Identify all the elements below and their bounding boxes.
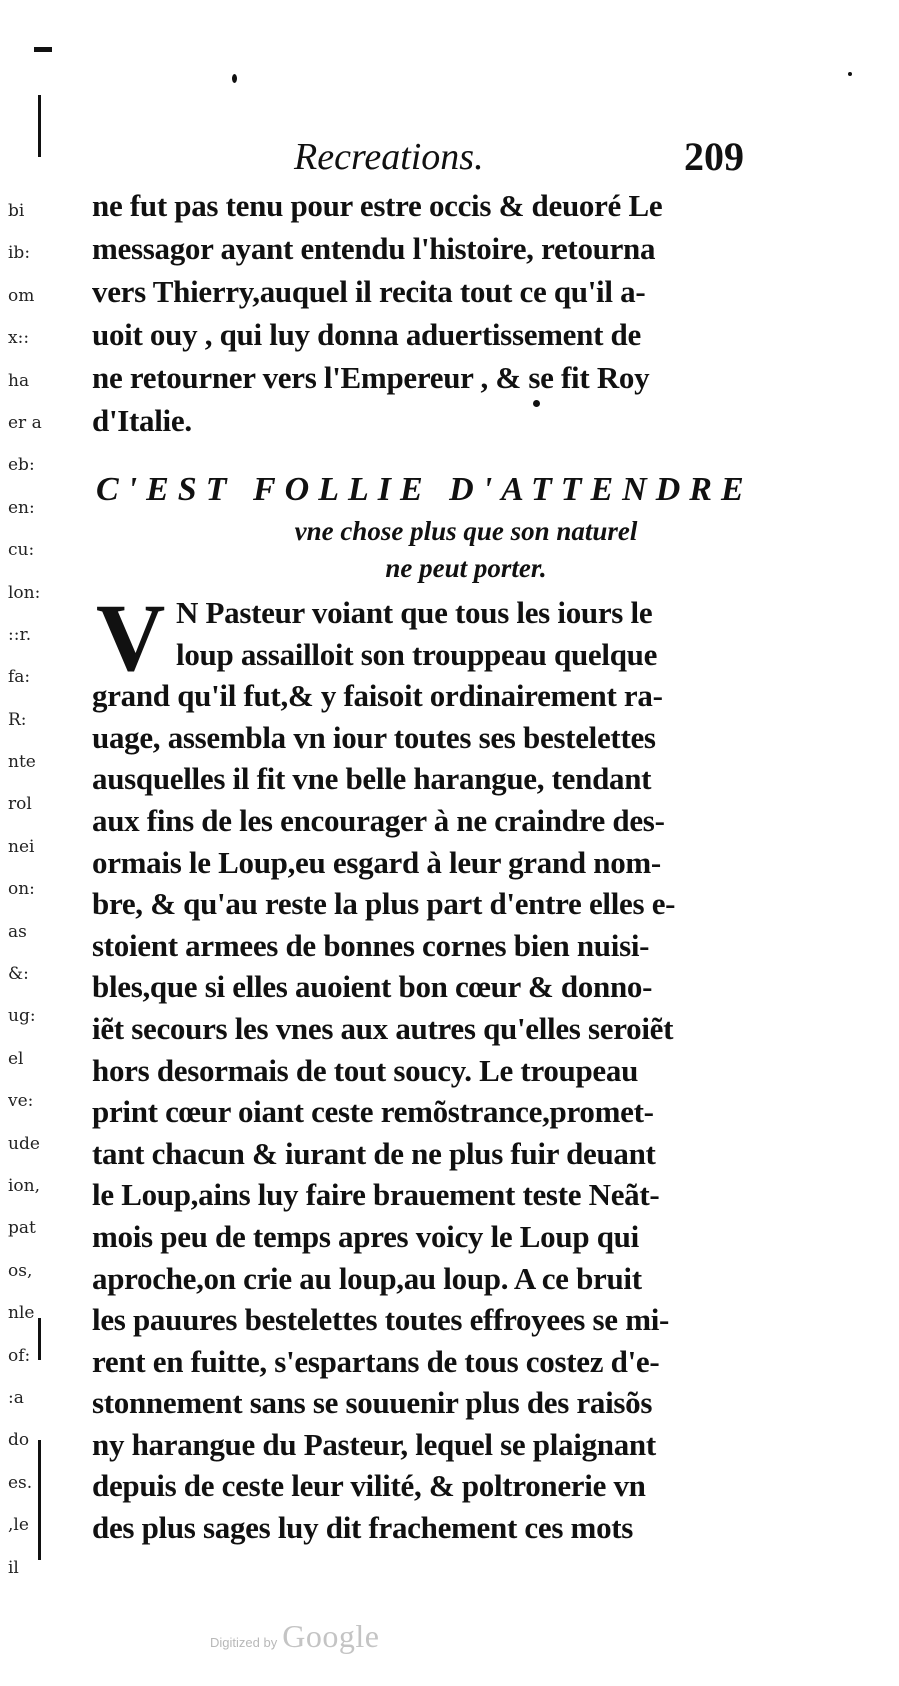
bleed-fragment: &: <box>8 964 29 985</box>
text-line: ne fut pas tenu pour estre occis & deuoré Le <box>92 188 663 223</box>
bleed-fragment: pat <box>8 1218 36 1239</box>
bleed-fragment: R: <box>8 709 27 730</box>
text-line: aproche,on crie au loup,au loup. A ce bruit <box>92 1260 642 1296</box>
bleed-fragment: nei <box>8 836 35 857</box>
bleed-fragment: ib: <box>8 243 31 264</box>
bleed-fragment: ve: <box>8 1091 34 1112</box>
text-line: ne retourner vers l'Empereur , & se fit Roy <box>92 360 650 395</box>
text-line: uage, assembla vn iour toutes ses bestelettes <box>92 719 656 755</box>
bleed-fragment: ude <box>8 1133 40 1154</box>
text-line: depuis de ceste leur vilité, & poltronerie vn <box>92 1468 646 1504</box>
text-line: tant chacun & iurant de ne plus fuir deuant <box>92 1135 656 1171</box>
text-line: ausquelles il fit vne belle harangue, tendant <box>92 761 652 797</box>
text-line: print cœur oiant ceste remõstrance,promet- <box>92 1094 654 1130</box>
text-line: d'Italie. <box>92 403 192 438</box>
bleed-fragment: on: <box>8 879 35 900</box>
text-line: mois peu de temps apres voicy le Loup qui <box>92 1218 639 1254</box>
running-head-title: Recreations. <box>294 136 484 178</box>
ink-speck <box>848 72 852 76</box>
bleed-fragment: fa: <box>8 667 31 688</box>
ink-speck <box>232 74 237 83</box>
bleed-fragment: cu: <box>8 540 35 561</box>
page-number: 209 <box>684 134 744 179</box>
text-line: loup assailloit son trouppeau quelque <box>176 636 658 672</box>
bleed-fragment: nle <box>8 1303 35 1324</box>
bleed-fragment: om <box>8 285 35 306</box>
text-line: rent en fuitte, s'espartans de tous costez d'e- <box>92 1343 660 1379</box>
text-line: uoit ouy , qui luy donna aduertissement de <box>92 317 641 352</box>
bleed-fragment: nte <box>8 752 36 773</box>
bleed-fragment: rol <box>8 794 32 815</box>
bleed-fragment: as <box>8 921 27 942</box>
bleed-fragment: ,le <box>8 1515 29 1536</box>
digitization-watermark <box>210 1618 380 1658</box>
text-line: des plus sages luy dit frachement ces mots <box>92 1510 634 1546</box>
facing-page-bleed <box>8 190 68 1589</box>
google-logo: Google <box>282 1618 380 1654</box>
watermark-prefix: Digitized by <box>210 1635 278 1650</box>
previous-story-ending <box>92 184 760 442</box>
text-line: hors desormais de tout soucy. Le troupeau <box>92 1052 639 1088</box>
text-line: stonnement sans se souuenir plus des raisõs <box>92 1385 653 1421</box>
bleed-fragment: bi <box>8 201 25 221</box>
text-line: iẽt secours les vnes aux autres qu'elles seroiẽt <box>92 1010 674 1046</box>
bleed-fragment: il <box>8 1557 19 1578</box>
text-line: ormais le Loup,eu esgard à leur grand nom- <box>92 844 661 880</box>
chapter-heading: C'EST FOLLIE D'ATTENDRE <box>96 471 753 508</box>
running-head <box>290 132 750 182</box>
bleed-fragment: :a <box>8 1387 24 1408</box>
text-line: ny harangue du Pasteur, lequel se plaignant <box>92 1426 656 1462</box>
drop-cap: V <box>96 584 166 691</box>
bleed-fragment: er a <box>8 412 42 433</box>
bleed-fragment: ha <box>8 370 30 391</box>
text-line: aux fins de les encourager à ne craindre des- <box>92 802 665 838</box>
text-line: vers Thierry,auquel il recita tout ce qu'il a- <box>92 274 646 309</box>
bleed-fragment: do <box>8 1430 30 1451</box>
bleed-fragment: ug: <box>8 1006 36 1027</box>
bleed-fragment: ion, <box>8 1175 41 1196</box>
text-line: bre, & qu'au reste la plus part d'entre elles e- <box>92 886 676 922</box>
fold-line-top <box>38 95 41 157</box>
bleed-fragment: el <box>8 1048 24 1069</box>
bleed-fragment: os, <box>8 1260 33 1281</box>
bleed-fragment: x:: <box>8 328 30 349</box>
bleed-fragment: lon: <box>8 582 41 603</box>
chapter-subheading-line-2: ne peut porter. <box>385 553 547 583</box>
bleed-fragment: en: <box>8 497 35 518</box>
text-line: N Pasteur voiant que tous les iours le <box>176 595 653 630</box>
chapter-subheading-line-1: vne chose plus que son naturel <box>294 516 638 546</box>
text-line: messagor ayant entendu l'histoire, retourna <box>92 231 656 266</box>
bleed-fragment: of: <box>8 1345 31 1366</box>
text-line: les pauures bestelettes toutes effroyees se mi- <box>92 1302 670 1338</box>
bleed-fragment: eb: <box>8 455 35 476</box>
fold-mark <box>34 47 52 52</box>
bleed-fragment: es. <box>8 1472 33 1493</box>
text-line: bles,que si elles auoient bon cœur & donno- <box>92 969 653 1005</box>
story-body <box>92 584 760 1549</box>
text-line: grand qu'il fut,& y faisoit ordinairement ra- <box>92 678 663 714</box>
text-line: stoient armees de bonnes cornes bien nuisi- <box>92 927 650 963</box>
text-line: le Loup,ains luy faire brauement teste Neãt- <box>92 1177 660 1213</box>
bleed-fragment: ::r. <box>8 624 32 645</box>
